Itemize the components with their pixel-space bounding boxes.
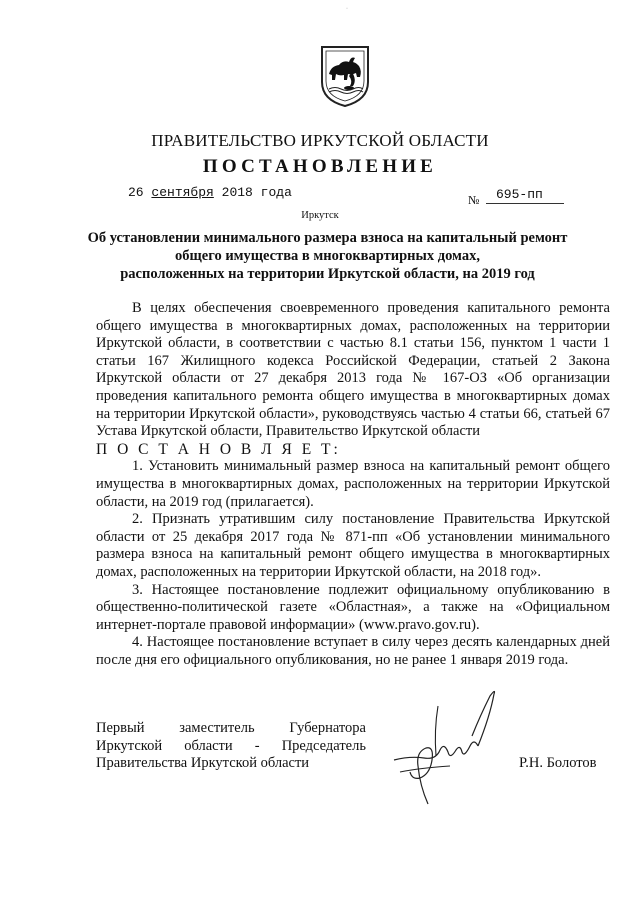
signatory-word: - [254,737,260,754]
title-line: Об установлении минимального размера взноса на капитальный ремонт [87,230,568,246]
item-paragraph: 4. Настоящее постановление вступает в силу через десять календарных дней после дня его официального опубликования, но не ранее 1 января 2019 года. [96,634,610,668]
handwritten-signature-icon [390,686,502,806]
preamble-paragraph: В целях обеспечения своевременного проведения капитального ремонта общего имущества в многоквартирных домах, расположенных на территории Иркутской области, в соответствии с частью 8.1 статьи 156, пунктом 1 части 1 статьи 167 Жилищного кодекса Российской Федерации, статьей 2 Закона Иркутской области от 27 декабря 2013 года № 167-ОЗ «Об организации проведения капитального ремонта общего имущества в многоквартирных домах на территории Иркутской области», руководствуясь частью 4 статьи 66, статьей 67 Устава Иркутской области, Правительство Иркутской области [96,300,610,440]
item-paragraph: 3. Настоящее постановление подлежит официальному опубликованию в общественно-политической газете «Областная», а также на «Официальном интернет-портале правовой информации» (www.pravo.gov.ru). [96,581,610,633]
scan-mark: · [346,6,348,12]
title-line: расположенных на территории Иркутской области, на 2019 год [120,266,535,282]
item-paragraph: 1. Установить минимальный размер взноса на капитальный ремонт общего имущества в многоквартирных домах, расположенных на территории Иркутской области, на 2019 год (прилагается). [96,458,610,510]
signatory-line [96,720,366,738]
signatory-word: области [184,737,233,754]
signatory-word: Первый [96,720,145,736]
item-paragraph: 2. Признать утратившим силу постановление Правительства Иркутской области от 25 декабря 2017 года № 871-пп «Об установлении минимального размера взноса на капитальный ремонт общего имущества в многоквартирных домах, расположенных на территории Иркутской области, на 2018 год». [96,511,610,580]
title-line: общего имущества в многоквартирных домах, [175,248,480,264]
signatory-title [96,720,366,773]
government-name: ПРАВИТЕЛЬСТВО ИРКУТСКОЙ ОБЛАСТИ [151,131,489,150]
signatory-word: Губернатора [289,720,366,736]
signatory-line: Правительства Иркутской области [96,755,310,772]
number-underline [486,203,564,204]
document-date [128,185,292,200]
document-body [96,300,610,669]
number-sign: № [468,193,480,207]
document-title [80,229,575,283]
irkutsk-coat-of-arms-icon [319,44,371,108]
date-month: сентября [151,185,214,200]
signatory-word: Председатель [281,737,366,754]
signatory-word: заместитель [179,720,255,736]
date-year: 2018 года [221,185,292,200]
document-number: 695-пп [496,187,543,202]
document-type: ПОСТАНОВЛЕНИЕ [202,156,438,177]
city-name: Иркутск [301,210,339,221]
signatory-line [96,738,366,756]
signatory-word: Иркутской [96,737,163,754]
decree-word: П О С Т А Н О В Л Я Е Т: [96,440,341,458]
signatory-name: Р.Н. Болотов [519,755,597,771]
date-day: 26 [128,185,144,200]
